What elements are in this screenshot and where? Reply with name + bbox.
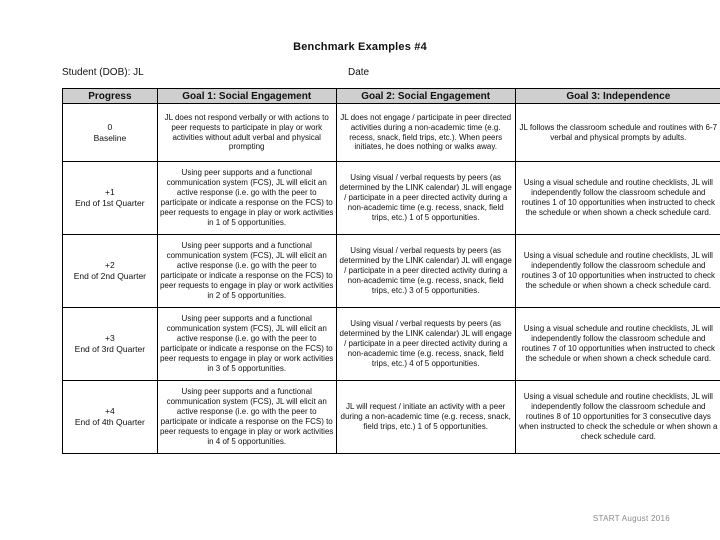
goal-1-cell: Using peer supports and a functional communication system (FCS), JL will elicit an active response (i.e. go with the peer to participate or indicate a response on the FCS) to peer requests to engage in play or work activities in 2 of 5 opportunities.	[157, 235, 336, 308]
header-goal-3: Goal 3: Independence	[515, 89, 720, 104]
goal-2-cell: JL does not engage / participate in peer directed activities during a non-academic time (e.g. recess, snack, field trips, etc.). When peers initiates, he does nothing or walks away.	[336, 104, 515, 162]
benchmark-table	[62, 88, 720, 454]
goal-3-cell: Using a visual schedule and routine checklists, JL will independently follow the classroom schedule and routines 7 of 10 opportunities when instructed to check the schedule or when shown a check schedule card.	[515, 308, 720, 381]
goal-1-cell: JL does not respond verbally or with actions to peer requests to participate in play or work activities without adult verbal and physical prompting	[157, 104, 336, 162]
progress-level: +4	[105, 406, 115, 416]
goal-2-cell: Using visual / verbal requests by peers (as determined by the LINK calendar) JL will engage / participate in a peer directed activity during a non-academic time (e.g. recess, snack, field trips, etc.) 4 of 5 opportunities.	[336, 308, 515, 381]
date-label: Date	[348, 67, 370, 78]
progress-level: +3	[105, 333, 115, 343]
table-header-row	[63, 89, 720, 104]
table-row-q3	[63, 308, 720, 381]
progress-cell	[63, 162, 158, 235]
progress-cell	[63, 235, 158, 308]
page-title: Benchmark Examples #4	[293, 41, 427, 53]
goal-1-cell: Using peer supports and a functional communication system (FCS), JL will elicit an active response (i.e. go with the peer to participate or indicate a response on the FCS) to peer requests to engage in play or work activities in 3 of 5 opportunities.	[157, 308, 336, 381]
progress-level: 0	[107, 121, 113, 132]
student-label: Student (DOB): JL	[62, 67, 144, 78]
goal-2-cell: Using visual / verbal requests by peers (as determined by the LINK calendar) JL will engage / participate in a peer directed activity during a non-academic time (e.g. recess, snack, field trips, etc.) 3 of 5 opportunities.	[336, 235, 515, 308]
header-goal-2: Goal 2: Social Engagement	[336, 89, 515, 104]
progress-period: End of 4th Quarter	[74, 417, 145, 427]
progress-cell	[63, 381, 158, 454]
goal-1-cell: Using peer supports and a functional communication system (FCS), JL will elicit an active response (i.e. go with the peer to participate or indicate a response on the FCS) to peer requests to engage in play or work activities in 4 of 5 opportunities.	[157, 381, 336, 454]
progress-level: +1	[105, 187, 115, 197]
progress-period: End of 1st Quarter	[75, 198, 145, 208]
goal-2-cell: Using visual / verbal requests by peers (as determined by the LINK calendar) JL will engage / participate in a peer directed activity during a non-academic time (e.g. recess, snack, field trips, etc.) 1 of 5 opportunities.	[336, 162, 515, 235]
goal-3-cell: Using a visual schedule and routine checklists, JL will independently follow the classroom schedule and routines 8 of 10 opportunities for 3 consecutive days when instructed to check the schedule or when shown a check schedule card.	[515, 381, 720, 454]
header-goal-1: Goal 1: Social Engagement	[157, 89, 336, 104]
progress-cell	[63, 308, 158, 381]
goal-3-cell: JL follows the classroom schedule and routines with 6-7 verbal and physical prompts by adults.	[515, 104, 720, 162]
goal-2-cell: JL will request / initiate an activity with a peer during a non-academic time (e.g. recess, snack, field trips, etc.) 1 of 5 opportunities.	[336, 381, 515, 454]
goal-3-cell: Using a visual schedule and routine checklists, JL will independently follow the classroom schedule and routines 1 of 10 opportunities when instructed to check the schedule or when shown a check schedule card.	[515, 162, 720, 235]
progress-period: Baseline	[93, 132, 127, 143]
progress-period: End of 3rd Quarter	[74, 344, 146, 354]
progress-period: End of 2nd Quarter	[73, 271, 147, 281]
goal-1-cell: Using peer supports and a functional communication system (FCS), JL will elicit an active response (i.e. go with the peer to participate or indicate a response on the FCS) to peer requests to engage in play or work activities in 1 of 5 opportunities.	[157, 162, 336, 235]
progress-level: +2	[105, 260, 115, 270]
header-progress: Progress	[63, 89, 158, 104]
progress-cell	[63, 104, 158, 162]
table-row-baseline	[63, 104, 720, 162]
table-row-q2	[63, 235, 720, 308]
table-row-q1	[63, 162, 720, 235]
goal-3-cell: Using a visual schedule and routine checklists, JL will independently follow the classroom schedule and routines 3 of 10 opportunities when instructed to check the schedule or when shown a check schedule card.	[515, 235, 720, 308]
table-row-q4	[63, 381, 720, 454]
footer-label: START August 2016	[592, 514, 670, 523]
